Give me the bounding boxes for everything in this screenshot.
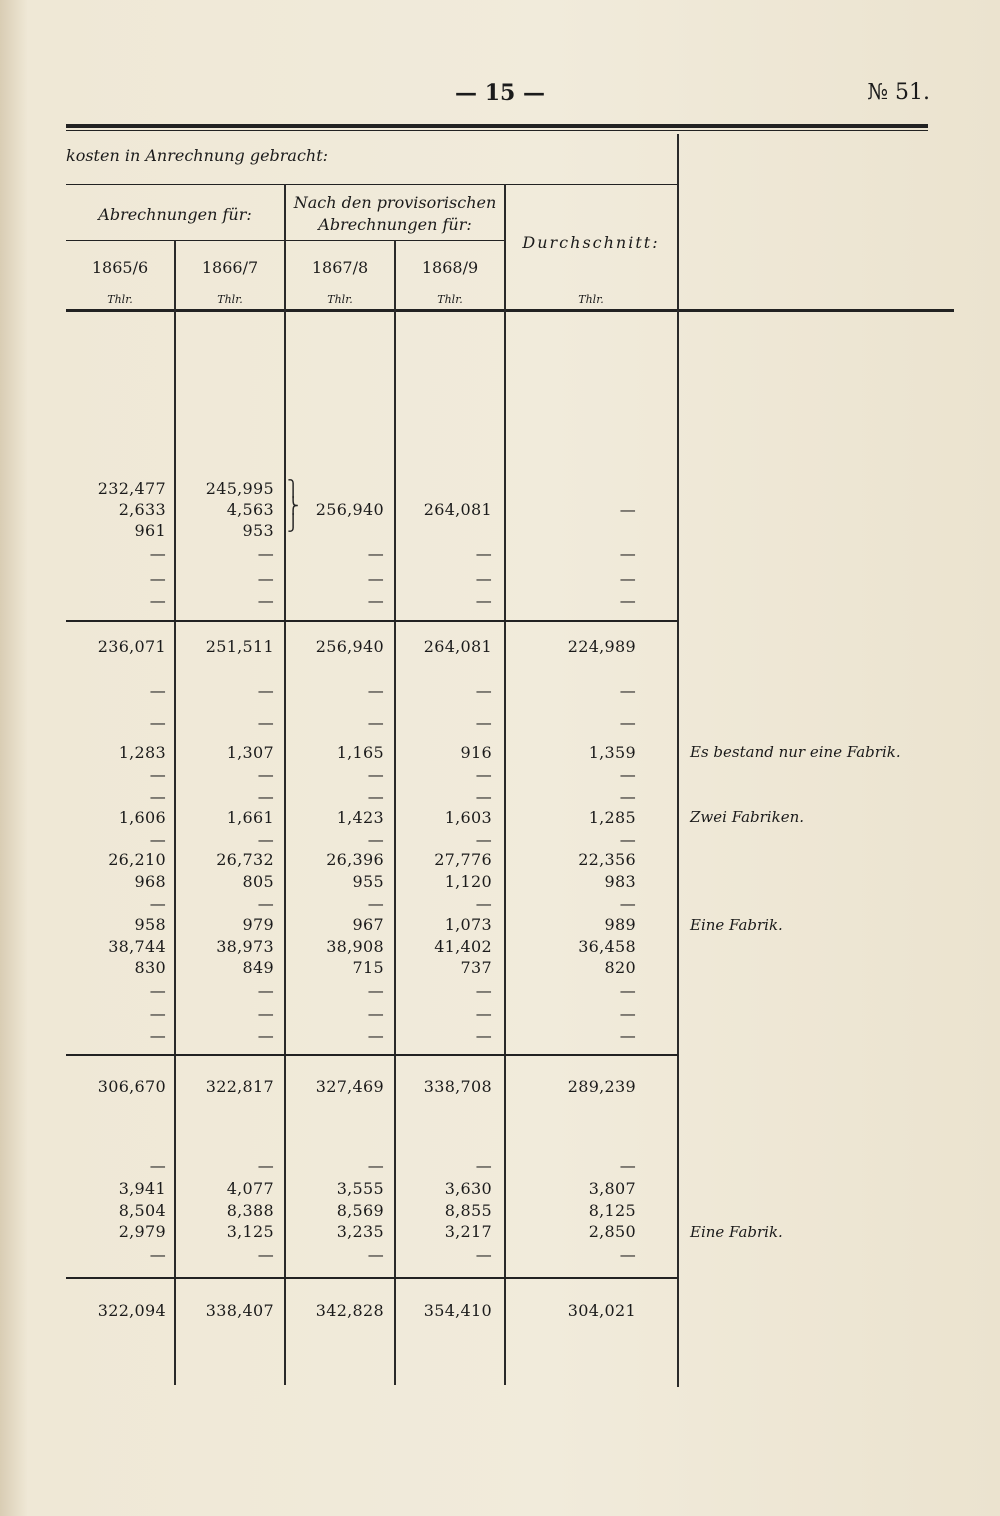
- table-cell: 1,359: [588, 743, 636, 762]
- table-cell: 989: [604, 915, 636, 934]
- table-cell: 916: [460, 743, 492, 762]
- unit-col2: Thlr.: [217, 293, 243, 306]
- table-cell: —: [475, 1156, 492, 1175]
- col-divider-5: [677, 134, 679, 1387]
- separator-1: [66, 620, 678, 622]
- header-abrechnungen: Abrechnungen für:: [98, 205, 252, 224]
- table-cell: —: [619, 894, 636, 913]
- table-cell: 2,850: [588, 1222, 636, 1241]
- table-cell: —: [257, 830, 274, 849]
- table-cell: 2,979: [118, 1222, 166, 1241]
- table-cell: —: [619, 544, 636, 563]
- table-cell: —: [619, 713, 636, 732]
- table-cell: [286, 520, 384, 541]
- table-cell: 1,606: [118, 808, 166, 827]
- table-cell: 1,120: [444, 872, 492, 891]
- table-cell: —: [475, 1004, 492, 1023]
- table-cell: 968: [134, 872, 166, 891]
- table-cell: —: [257, 544, 274, 563]
- table-cell: —: [367, 544, 384, 563]
- table-cell: 322,817: [205, 1077, 274, 1096]
- table-cell: —: [257, 894, 274, 913]
- table-cell: —: [475, 544, 492, 563]
- table-cell: —: [149, 981, 166, 1000]
- table-cell: 8,125: [588, 1201, 636, 1220]
- table-cell: 1,423: [336, 808, 384, 827]
- table-cell: 849: [242, 958, 274, 977]
- table-cell: 737: [460, 958, 492, 977]
- table-cell: 256,940: [315, 637, 384, 656]
- table-cell: 2,633: [118, 500, 166, 519]
- unit-col5: Thlr.: [578, 293, 604, 306]
- table-cell: 8,569: [336, 1201, 384, 1220]
- table-cell: —: [475, 1245, 492, 1264]
- table-cell: —: [367, 713, 384, 732]
- table-cell: —: [149, 681, 166, 700]
- year-1865-6: 1865/6: [91, 258, 149, 277]
- table-cell: —: [367, 569, 384, 588]
- table-cell: 289,239: [567, 1077, 636, 1096]
- table-cell: 3,807: [588, 1179, 636, 1198]
- table-cell: —: [149, 787, 166, 806]
- table-cell: —: [619, 681, 636, 700]
- table-cell: —: [257, 1245, 274, 1264]
- top-rule-thin: [66, 130, 928, 131]
- table-cell: —: [475, 894, 492, 913]
- table-cell: 3,941: [118, 1179, 166, 1198]
- table-cell: —: [149, 765, 166, 784]
- table-cell: 3,125: [226, 1222, 274, 1241]
- table-cell: 38,973: [216, 937, 274, 956]
- table-cell: 983: [604, 872, 636, 891]
- header-bottom-rule: [66, 309, 954, 312]
- table-cell: [286, 478, 384, 499]
- table-cell: —: [475, 591, 492, 610]
- table-cell: —: [149, 1026, 166, 1045]
- table-cell: 958: [134, 915, 166, 934]
- table-cell: —: [619, 1004, 636, 1023]
- table-cell: 1,283: [118, 743, 166, 762]
- table-cell: 3,235: [336, 1222, 384, 1241]
- year-1866-7: 1866/7: [201, 258, 259, 277]
- table-cell: —: [149, 591, 166, 610]
- table-cell: 256,940: [315, 500, 384, 519]
- note-one-factory-2: Eine Fabrik.: [690, 916, 783, 934]
- table-cell: 979: [242, 915, 274, 934]
- table-cell: 26,396: [326, 850, 384, 869]
- table-cell: —: [475, 787, 492, 806]
- table-cell: 715: [352, 958, 384, 977]
- separator-3: [66, 1277, 678, 1279]
- table-cell: —: [257, 1004, 274, 1023]
- table-cell: —: [619, 787, 636, 806]
- top-rule-thick: [66, 124, 928, 128]
- table-cell: —: [367, 765, 384, 784]
- table-cell: —: [367, 1004, 384, 1023]
- table-cell: —: [367, 591, 384, 610]
- table-cell: —: [619, 569, 636, 588]
- table-cell: —: [257, 591, 274, 610]
- note-one-factory: Es bestand nur eine Fabrik.: [690, 743, 901, 761]
- table-cell: 338,407: [205, 1301, 274, 1320]
- note-one-factory-3: Eine Fabrik.: [690, 1223, 783, 1241]
- table-cell: 354,410: [423, 1301, 492, 1320]
- table-cell: [506, 520, 636, 541]
- table-cell: 36,458: [578, 937, 636, 956]
- table-cell: [506, 478, 636, 499]
- document-number: № 51.: [867, 80, 930, 105]
- table-cell: 830: [134, 958, 166, 977]
- table-cell: —: [367, 1156, 384, 1175]
- unit-col4: Thlr.: [437, 293, 463, 306]
- table-cell: 3,555: [336, 1179, 384, 1198]
- table-cell: 27,776: [434, 850, 492, 869]
- table-cell: 1,661: [226, 808, 274, 827]
- table-cell: —: [475, 1026, 492, 1045]
- table-cell: 820: [604, 958, 636, 977]
- table-cell: —: [149, 830, 166, 849]
- table-cell: 224,989: [567, 637, 636, 656]
- table-cell: 4,077: [226, 1179, 274, 1198]
- table-cell: —: [257, 787, 274, 806]
- table-cell: —: [367, 830, 384, 849]
- table-cell: 8,504: [118, 1201, 166, 1220]
- table-cell: —: [619, 1156, 636, 1175]
- table-cell: —: [149, 569, 166, 588]
- table-cell: —: [475, 569, 492, 588]
- table-cell: 1,307: [226, 743, 274, 762]
- table-cell: 251,511: [205, 637, 274, 656]
- table-cell: —: [257, 569, 274, 588]
- table-cell: 1,603: [444, 808, 492, 827]
- table-caption: kosten in Anrechnung gebracht:: [66, 146, 329, 165]
- table-cell: 306,670: [97, 1077, 166, 1096]
- unit-col1: Thlr.: [107, 293, 133, 306]
- separator-2: [66, 1054, 678, 1056]
- table-cell: —: [475, 981, 492, 1000]
- table-cell: —: [257, 681, 274, 700]
- table-cell: —: [367, 787, 384, 806]
- table-cell: —: [149, 1004, 166, 1023]
- table-cell: 967: [352, 915, 384, 934]
- table-cell: 4,563: [226, 500, 274, 519]
- table-cell: —: [149, 1156, 166, 1175]
- table-cell: —: [367, 681, 384, 700]
- header-nach-line2: Abrechnungen für:: [318, 215, 472, 234]
- table-cell: —: [149, 713, 166, 732]
- header-nach-line1: Nach den provisorischen: [293, 193, 497, 212]
- table-cell: 26,210: [108, 850, 166, 869]
- table-cell: —: [149, 544, 166, 563]
- table-cell: —: [619, 1245, 636, 1264]
- table-cell: —: [619, 591, 636, 610]
- header-durchschnitt: Durchschnitt:: [522, 233, 660, 252]
- table-cell: 22,356: [578, 850, 636, 869]
- table-cell: 38,908: [326, 937, 384, 956]
- table-cell: 1,285: [588, 808, 636, 827]
- table-cell: —: [149, 1245, 166, 1264]
- table-cell: 3,217: [444, 1222, 492, 1241]
- table-cell: 327,469: [315, 1077, 384, 1096]
- table-cell: —: [619, 765, 636, 784]
- table-cell: —: [367, 1026, 384, 1045]
- table-cell: —: [257, 1156, 274, 1175]
- table-cell: [396, 520, 492, 541]
- table-cell: —: [475, 765, 492, 784]
- table-cell: [396, 478, 492, 499]
- table-cell: 8,855: [444, 1201, 492, 1220]
- table-cell: —: [475, 713, 492, 732]
- table-cell: 264,081: [423, 500, 492, 519]
- page-number: — 15 —: [455, 80, 545, 106]
- table-cell: 41,402: [434, 937, 492, 956]
- table-cell: —: [367, 894, 384, 913]
- table-cell: 805: [242, 872, 274, 891]
- caption-underline: [66, 184, 678, 185]
- table-cell: 26,732: [216, 850, 274, 869]
- table-cell: —: [257, 1026, 274, 1045]
- table-cell: 3,630: [444, 1179, 492, 1198]
- table-cell: —: [257, 765, 274, 784]
- table-cell: —: [257, 981, 274, 1000]
- unit-col3: Thlr.: [327, 293, 353, 306]
- table-cell: 1,165: [336, 743, 384, 762]
- table-cell: 953: [242, 521, 274, 540]
- table-cell: 342,828: [315, 1301, 384, 1320]
- table-cell: —: [475, 830, 492, 849]
- table-cell: —: [619, 830, 636, 849]
- table-cell: 338,708: [423, 1077, 492, 1096]
- table-cell: —: [619, 981, 636, 1000]
- year-1868-9: 1868/9: [421, 258, 479, 277]
- table-cell: —: [149, 894, 166, 913]
- table-cell: 1,073: [444, 915, 492, 934]
- table-cell: 236,071: [97, 637, 166, 656]
- table-cell: —: [367, 981, 384, 1000]
- year-1867-8: 1867/8: [311, 258, 369, 277]
- table-cell: 8,388: [226, 1201, 274, 1220]
- table-cell: 322,094: [97, 1301, 166, 1320]
- table-cell: 232,477: [97, 479, 166, 498]
- table-cell: —: [367, 1245, 384, 1264]
- note-two-factories: Zwei Fabriken.: [690, 808, 805, 826]
- table-cell: —: [257, 713, 274, 732]
- table-cell: 304,021: [567, 1301, 636, 1320]
- table-cell: 264,081: [423, 637, 492, 656]
- table-cell: —: [619, 1026, 636, 1045]
- table-cell: —: [619, 500, 636, 519]
- table-cell: 961: [134, 521, 166, 540]
- table-cell: 245,995: [205, 479, 274, 498]
- table-cell: 38,744: [108, 937, 166, 956]
- table-cell: —: [475, 681, 492, 700]
- grouping-brace: ⎫ ⎬ ⎭: [287, 479, 299, 532]
- table-cell: 955: [352, 872, 384, 891]
